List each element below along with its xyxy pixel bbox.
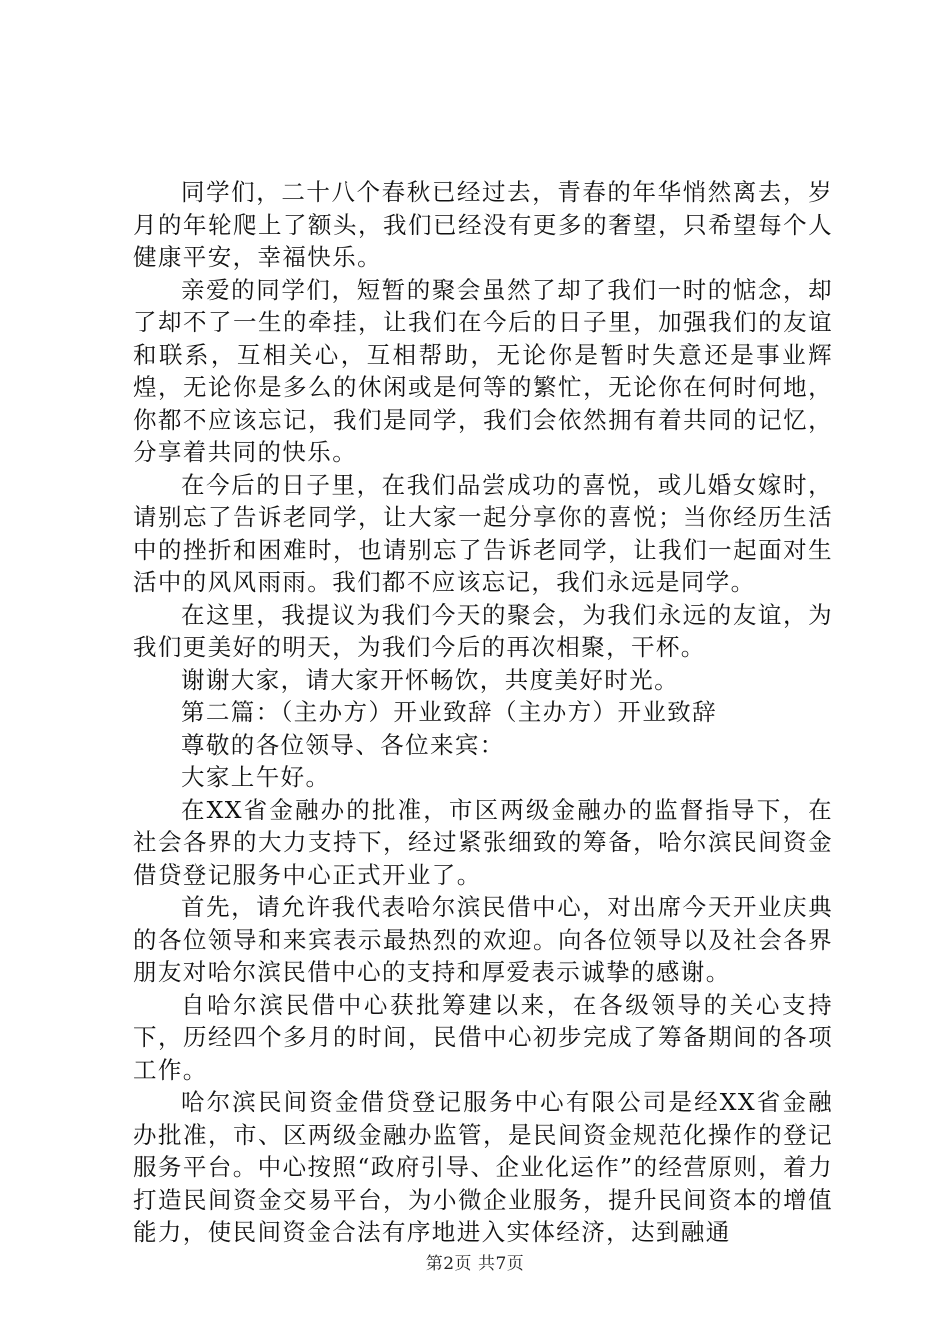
- paragraph-welcome: 首先，请允许我代表哈尔滨民借中心，对出席今天开业庆典的各位领导和来宾表示最热烈的欢迎。向各位领导以及社会各界朋友对哈尔滨民借中心的支持和厚爱表示诚挚的感谢。: [133, 893, 833, 986]
- paragraph-classmates-years: 同学们，二十八个春秋已经过去，青春的年华悄然离去，岁月的年轮爬上了额头，我们已经没有更多的奢望，只希望每个人健康平安，幸福快乐。: [133, 178, 833, 271]
- paragraph-dear-classmates: 亲爱的同学们，短暂的聚会虽然了却了我们一时的惦念，却了却不了一生的牵挂，让我们在今后的日子里，加强我们的友谊和联系，互相关心，互相帮助，无论你是暂时失意还是事业辉煌，无论你是多么的休闲或是何等的繁忙，无论你在何时何地，你都不应该忘记，我们是同学，我们会依然拥有着共同的记忆，分享着共同的快乐。: [133, 275, 833, 466]
- section-heading-second: 第二篇：（主办方）开业致辞（主办方）开业致辞: [181, 698, 718, 726]
- paragraph-preparation: 自哈尔滨民借中心获批筹建以来，在各级领导的关心支持下，历经四个多月的时间，民借中心初步完成了筹备期间的各项工作。: [133, 990, 833, 1084]
- paragraph-greeting: 大家上午好。: [181, 763, 331, 791]
- page-number-footer: 第2页 共7页: [425, 1254, 525, 1274]
- document-body: [133, 176, 833, 1249]
- paragraph-salutation: 尊敬的各位领导、各位来宾：: [181, 730, 505, 759]
- paragraph-approval: 在XX省金融办的批准，市区两级金融办的监督指导下，在社会各界的大力支持下，经过紧张细致的筹备，哈尔滨民间资金借贷登记服务中心正式开业了。: [133, 795, 833, 889]
- paragraph-toast: 在这里，我提议为我们今天的聚会，为我们永远的友谊，为我们更美好的明天，为我们今后的再次相聚，干杯。: [133, 600, 833, 661]
- paragraph-thanks: 谢谢大家，请大家开怀畅饮，共度美好时光。: [181, 665, 679, 694]
- paragraph-future-days: 在今后的日子里，在我们品尝成功的喜悦，或儿婚女嫁时，请别忘了告诉老同学，让大家一起分享你的喜悦；当你经历生活中的挫折和困难时，也请别忘了告诉老同学，让我们一起面对生活中的风风雨雨。我们都不应该忘记，我们永远是同学。: [133, 470, 833, 596]
- paragraph-company-intro: 哈尔滨民间资金借贷登记服务中心有限公司是经XX省金融办批准，市、区两级金融办监管，是民间资金规范化操作的登记服务平台。中心按照“政府引导、企业化运作”的经营原则，着力打造民间资金交易平台，为小微企业服务，提升民间资本的增值能力，使民间资金合法有序地进入实体经济，达到融通: [133, 1088, 833, 1246]
